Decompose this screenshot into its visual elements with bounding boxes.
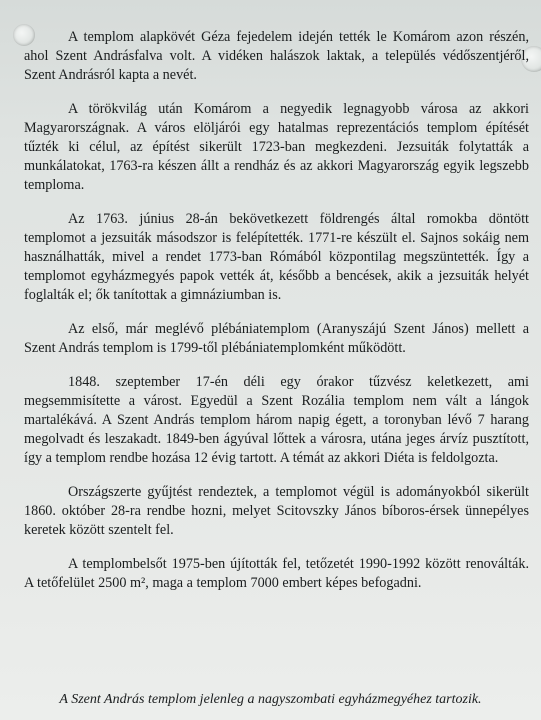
paragraph-restoration-1860: Országszerte gyűjtést rendeztek, a templomot végül is adományokból sikerült 1860. október 28-ra rendbe hozni, melyet Scitovszky János bíboros-érsek ünnepélyes keretek között szentelt fel. <box>24 484 529 538</box>
document-body <box>24 28 529 608</box>
footer-note: A Szent András templom jelenleg a nagyszombati egyházmegyéhez tartozik. <box>59 692 482 707</box>
paragraph-fire-1848: 1848. szeptember 17-én déli egy órakor tűzvész keletkezett, ami megsemmisítette a várost. Egyedül a Szent Rozália templom nem vált a lángok martalékává. A Szent András templom három napig égett, a toronyban lévő 7 harang megolvadt és leszakadt. 1849-ben ágyúval lőttek a városra, utána jeges árvíz pusztított, így a templom rendbe hozása 12 évig tartott. A témát az akkori Diéta is feldolgozta. <box>24 374 529 466</box>
paragraph-earthquake: Az 1763. június 28-án bekövetkezett földrengés által romokba döntött templomot a jezsuiták másodszor is felépítették. 1771-re készült el. Sajnos sokáig nem használhatták, mivel a rendet 1773-ban Rómából központilag megszüntették. Így a templomot egyházmegyés papok vették át, később a bencések, akik a jezsuiták helyét foglalták el; ők tanítottak a gimnáziumban is. <box>24 211 529 303</box>
paragraph-parish-church: Az első, már meglévő plébániatemplom (Aranyszájú Szent János) mellett a Szent András templom is 1799-től plébániatemplomként működött. <box>24 321 529 356</box>
paragraph-renovation-1975: A templombelsőt 1975-ben újították fel, tetőzetét 1990-1992 között renoválták. A tetőfelület 2500 m², maga a templom 7000 embert képes befogadni. <box>24 556 529 591</box>
paragraph-turkish-era: A törökvilág után Komárom a negyedik legnagyobb városa az akkori Magyarországnak. A város elöljárói egy hatalmas reprezentációs templom építését tűzték ki célul, az építést sikerült 1723-ban megkezdeni. Jezsuiták folytatták a munkálatokat, 1763-ra készen állt a rendház és az akkori Magyarország egyik legszebb temploma. <box>24 101 529 193</box>
paragraph-foundation: A templom alapkövét Géza fejedelem idején tették le Komárom azon részén, ahol Szent Andrásfalva volt. A vidéken halászok laktak, a település védőszentjéről, Szent Andrásról kapta a nevét. <box>24 29 529 83</box>
